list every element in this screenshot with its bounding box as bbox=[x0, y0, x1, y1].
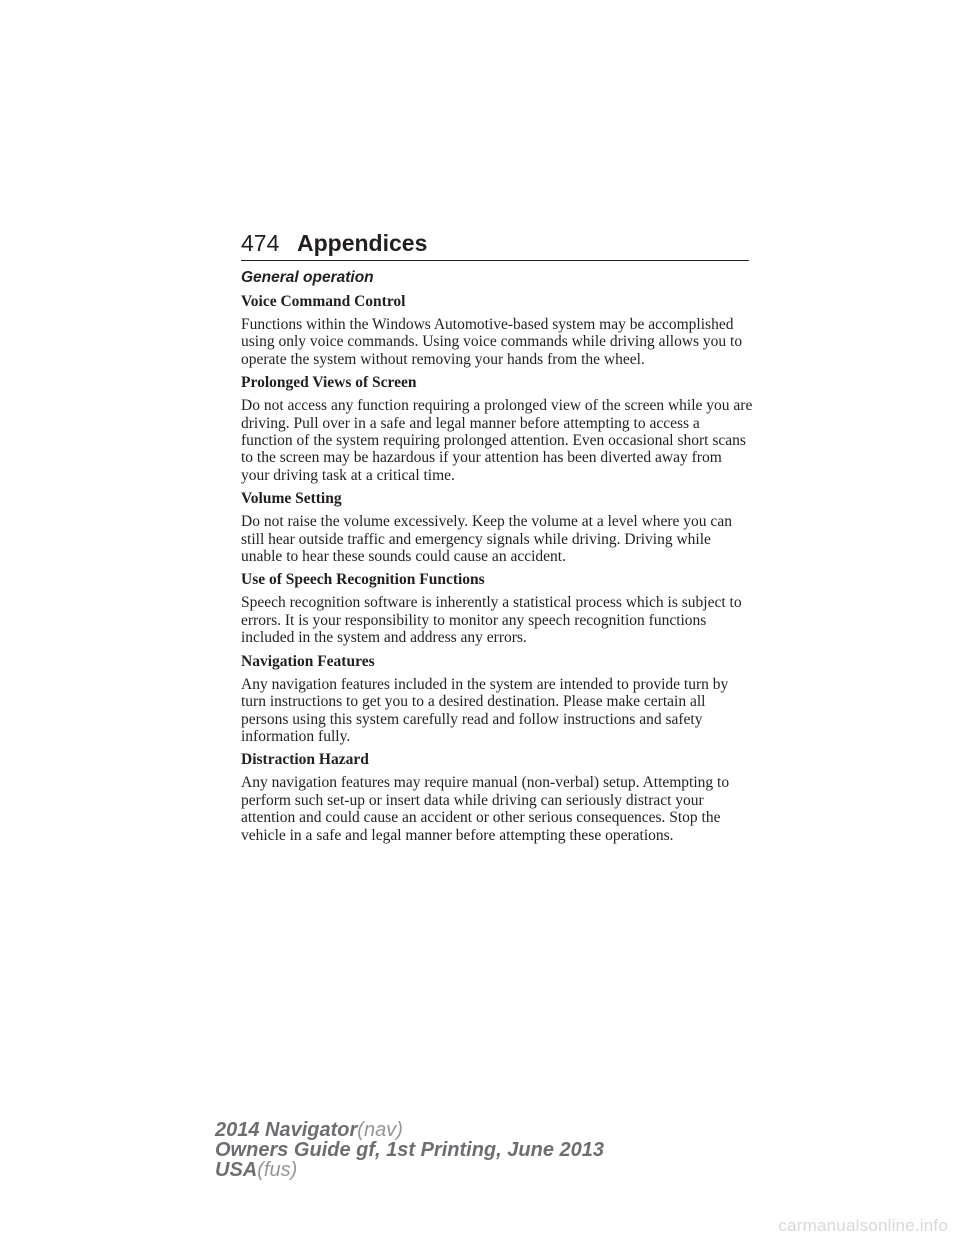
section-body: Any navigation features may require manual (non-verbal) setup. Attempting to perform such set-up or insert data while driving can seriously distract your attention and could cause an accident or other serious consequences. Stop the vehicle in a safe and legal manner before attempting these operations. bbox=[241, 774, 730, 844]
footer-line-3 bbox=[215, 1160, 604, 1180]
page-header bbox=[241, 228, 749, 261]
footer-region: USA bbox=[215, 1159, 258, 1181]
watermark: carmanualsonline.info bbox=[778, 1216, 948, 1235]
document-footer bbox=[215, 1120, 604, 1180]
section-body: Do not access any function requiring a prolonged view of the screen while you are driving. Pull over in a safe and legal manner before attempting to access a function of the system requiring prolonged attention. Even occasional short scans to the screen may be hazardous if your attention has been diverted away from your driving task at a critical time. bbox=[241, 397, 753, 484]
section-heading: Distraction Hazard bbox=[241, 751, 369, 769]
section-body: Any navigation features included in the system are intended to provide turn by turn instructions to get you to a desired destination. Please make certain all persons using this system carefully read and follow instructions and safety information fully. bbox=[241, 675, 729, 745]
main-content bbox=[241, 268, 753, 849]
page-number: 474 bbox=[241, 230, 280, 256]
section-heading: Navigation Features bbox=[241, 652, 375, 670]
section-heading: Volume Setting bbox=[241, 490, 342, 508]
section-body: Speech recognition software is inherently a statistical process which is subject to errors. It is your responsibility to monitor any speech recognition functions included in the system and address any errors. bbox=[241, 594, 742, 647]
section-title: Appendices bbox=[297, 230, 428, 256]
section-body: Functions within the Windows Automotive-based system may be accomplished using only voice commands. Using voice commands while driving allows you to operate the system without removing your hands from the wheel. bbox=[241, 316, 743, 368]
footer-line-1 bbox=[215, 1120, 604, 1140]
section-navigation-features bbox=[241, 652, 753, 746]
section-prolonged-views bbox=[241, 373, 753, 484]
section-speech-recognition bbox=[241, 570, 753, 646]
section-body: Do not raise the volume excessively. Keep the volume at a level where you can still hear outside traffic and emergency signals while driving. Driving while unable to hear these sounds could cause an accident. bbox=[241, 513, 732, 566]
footer-model: 2014 Navigator bbox=[215, 1119, 358, 1141]
section-heading: Use of Speech Recognition Functions bbox=[241, 571, 485, 589]
section-voice-command bbox=[241, 292, 753, 368]
section-distraction-hazard bbox=[241, 750, 753, 844]
section-volume-setting bbox=[241, 489, 753, 565]
footer-model-code: (nav) bbox=[357, 1119, 403, 1141]
footer-line-2: Owners Guide gf, 1st Printing, June 2013 bbox=[215, 1139, 604, 1161]
subheading: General operation bbox=[241, 269, 374, 286]
section-heading: Prolonged Views of Screen bbox=[241, 374, 417, 392]
section-heading: Voice Command Control bbox=[241, 293, 406, 310]
footer-region-code: (fus) bbox=[257, 1159, 298, 1181]
